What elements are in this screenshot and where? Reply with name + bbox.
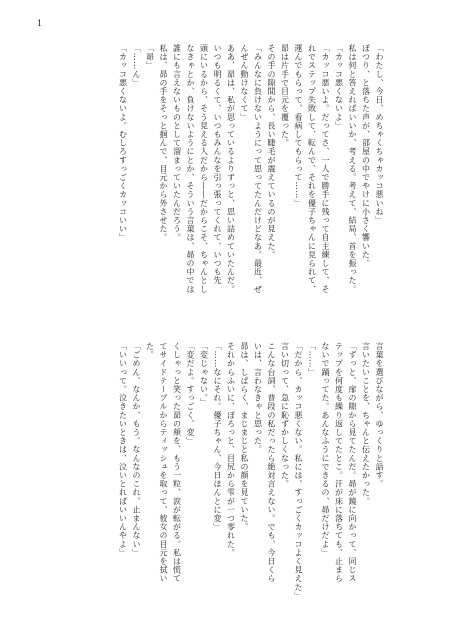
- text-line: 私は何と答えればいいか、考える。考えて、結局、首を振った。: [348, 44, 357, 294]
- text-line: ないで踊ってた。あんなふうにできるの、昴だけだよ」: [321, 342, 330, 557]
- text-line: ぽつり、と落ちた声が、部屋の中でやけに小さく響いた。: [361, 44, 371, 268]
- text-line: れでステップ失敗して、転んで、それを優子ちゃんに見られて、: [307, 44, 317, 294]
- text-line: 昴は、しばらく、まじまじと私の顔を見ていた。: [240, 342, 249, 532]
- text-line: くしゃっと笑った昴の頬を、もう一粒、涙が転がる。私は慌て: [172, 342, 182, 583]
- text-line: 運んでもらって、看病してもらって……」: [294, 44, 303, 208]
- text-line: んぜん動けなくて」: [240, 44, 249, 122]
- text-line: た。: [145, 342, 155, 360]
- text-line: 「……ん」: [132, 44, 141, 87]
- text-line: テップを何度も繰り返してたとこ。汗が床に落ちても、止まら: [334, 342, 344, 583]
- text-line: ああ、昴は、私が思っているよりずっと、思い詰めていたんだ。: [226, 44, 236, 294]
- text-line: 誰にも言えないものとして溜まっていたんだろう。: [172, 44, 182, 242]
- text-line: 「わたし、今日、めちゃくちゃカッコ悪いね」: [375, 44, 384, 225]
- text-line: 「いいって。泣きたいときは、泣いとればいいんやよ」: [118, 342, 128, 557]
- page-number: 1: [37, 19, 43, 28]
- text-line: 「カッコ悪くないよ」: [334, 44, 344, 130]
- text-line: 「……」: [307, 342, 317, 377]
- text-line: 「カッコ悪いよ。だってさ、一人で勝手に残って自主練して、そ: [321, 44, 330, 294]
- text-line: 「変だよ。すっごく、変」: [186, 342, 195, 446]
- text-line: 言葉を選びながら、ゆっくりと話す。: [375, 342, 384, 489]
- text-line: 「変じゃない。」: [199, 342, 209, 407]
- text-line: 「みんなに負けないようにって思ってたんだけどなあ。最近、ぜ: [253, 44, 263, 294]
- text-column-top: [26, 44, 386, 296]
- text-line: 「だから、カッコ悪くない。私には、すっごくカッコよく見えた」: [294, 342, 303, 600]
- text-line: いつも明るくて、いつもみんなを引っ張ってくれて、いつも先: [213, 44, 222, 285]
- text-line: なきゃとか、負けないようにとか、そういう言葉は、昴の中では: [186, 44, 195, 294]
- text-line: それからふいに、ぽろっと、目尻から雫が一つ零れた。: [226, 342, 236, 557]
- text-line: 私は、昴の手をそっと掴んで、目元から外させた。: [159, 44, 168, 242]
- text-line: こんな台詞、普段の私だったら絶対言えない。でも、今日くら: [267, 342, 276, 583]
- text-line: その手の隙間から、長い睫毛が震えているのが見えた。: [267, 44, 276, 259]
- text-line: 頭にいるから、そう見える人だから――だからこそ、ちゃんとし: [199, 44, 209, 294]
- text-line: 「……なにそれ。優子ちゃん、今日ほんとに変」: [213, 342, 222, 532]
- text-line: 「昴」: [145, 44, 155, 70]
- text-line: 言い切って、急に恥ずかしくなった。: [280, 342, 290, 489]
- text-line: てサイドテーブルからティッシュを取って、彼女の目元を拭い: [159, 342, 168, 583]
- text-line: 昴は片手で目元を覆った。: [280, 44, 290, 148]
- text-line: 「ずっと、扉の隙から見てたんだ。昴が鏡に向かって、同じス: [348, 342, 357, 583]
- text-column-bottom: [26, 342, 386, 614]
- text-line: いは、言わなきゃと思った。: [253, 342, 263, 454]
- text-line: 「カッコ悪くないよ。むしろすっごくカッコいい」: [118, 44, 128, 242]
- text-line: 「ごめん、なんか、もう。なんなのこれ、止まんない」: [132, 342, 141, 557]
- text-line: 言いたいことを、ちゃんと伝えたかった。: [361, 342, 371, 506]
